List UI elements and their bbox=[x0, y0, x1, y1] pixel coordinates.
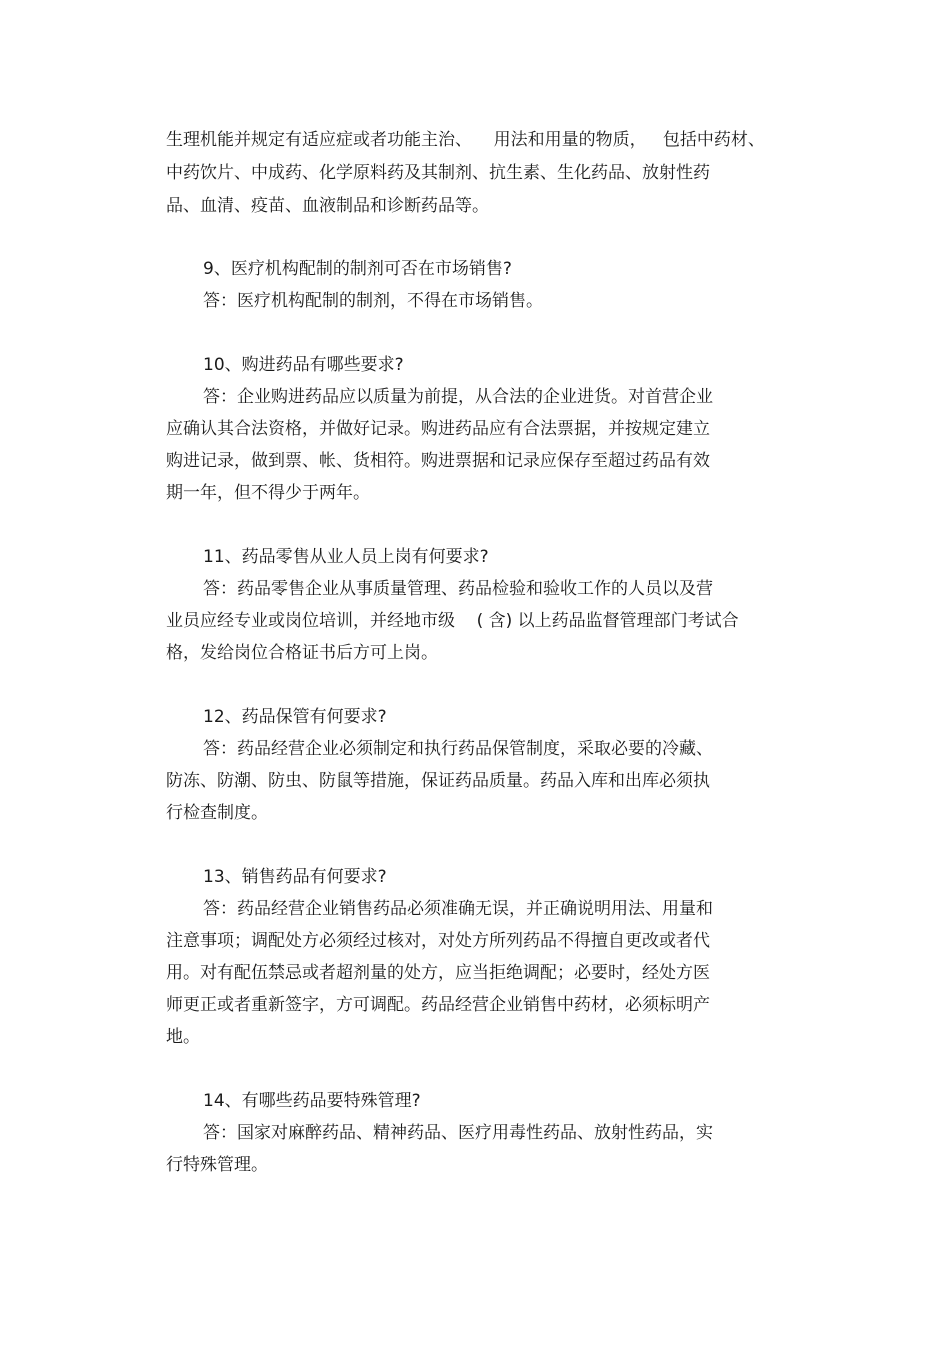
answer-11-line: 格，发给岗位合格证书后方可上岗。 bbox=[166, 643, 438, 663]
answer-11-line: 业员应经专业或岗位培训，并经地市级 ( 含) 以上药品监督管理部门考试合 bbox=[166, 611, 739, 631]
intro-line: 中药饮片、中成药、化学原料药及其制剂、抗生素、生化药品、放射性药 bbox=[166, 163, 710, 183]
answer-10-line: 应确认其合法资格，并做好记录。购进药品应有合法票据，并按规定建立 bbox=[166, 419, 710, 439]
answer-14-line: 答：国家对麻醉药品、精神药品、医疗用毒性药品、放射性药品，实 bbox=[203, 1123, 713, 1143]
answer-13-line: 答：药品经营企业销售药品必须准确无误，并正确说明用法、用量和 bbox=[203, 899, 713, 919]
answer-14-line: 行特殊管理。 bbox=[166, 1155, 268, 1175]
answer-12-line: 答：药品经营企业必须制定和执行药品保管制度，采取必要的冷藏、 bbox=[203, 739, 713, 759]
intro-line: 生理机能并规定有适应症或者功能主治、 用法和用量的物质， 包括中药材、 bbox=[166, 130, 765, 150]
answer-12-line: 防冻、防潮、防虫、防鼠等措施，保证药品质量。药品入库和出库必须执 bbox=[166, 771, 710, 791]
question-11: 11、药品零售从业人员上岗有何要求? bbox=[203, 547, 489, 567]
question-13: 13、销售药品有何要求? bbox=[203, 867, 387, 887]
answer-13-line: 师更正或者重新签字，方可调配。药品经营企业销售中药材，必须标明产 bbox=[166, 995, 710, 1015]
answer-10-line: 答：企业购进药品应以质量为前提，从合法的企业进货。对首营企业 bbox=[203, 387, 713, 407]
answer-13-line: 注意事项；调配处方必须经过核对，对处方所列药品不得擅自更改或者代 bbox=[166, 931, 710, 951]
question-9: 9、医疗机构配制的制剂可否在市场销售? bbox=[203, 259, 512, 279]
question-14: 14、有哪些药品要特殊管理? bbox=[203, 1091, 421, 1111]
answer-11-line: 答：药品零售企业从事质量管理、药品检验和验收工作的人员以及营 bbox=[203, 579, 713, 599]
answer-10-line: 期一年，但不得少于两年。 bbox=[166, 483, 370, 503]
question-10: 10、购进药品有哪些要求? bbox=[203, 355, 404, 375]
question-12: 12、药品保管有何要求? bbox=[203, 707, 387, 727]
answer-13-line: 地。 bbox=[166, 1027, 200, 1047]
answer-13-line: 用。对有配伍禁忌或者超剂量的处方，应当拒绝调配；必要时，经处方医 bbox=[166, 963, 710, 983]
answer-9-line: 答：医疗机构配制的制剂，不得在市场销售。 bbox=[203, 291, 543, 311]
intro-line: 品、血清、疫苗、血液制品和诊断药品等。 bbox=[166, 196, 489, 216]
answer-10-line: 购进记录，做到票、帐、货相符。购进票据和记录应保存至超过药品有效 bbox=[166, 451, 710, 471]
answer-12-line: 行检查制度。 bbox=[166, 803, 268, 823]
